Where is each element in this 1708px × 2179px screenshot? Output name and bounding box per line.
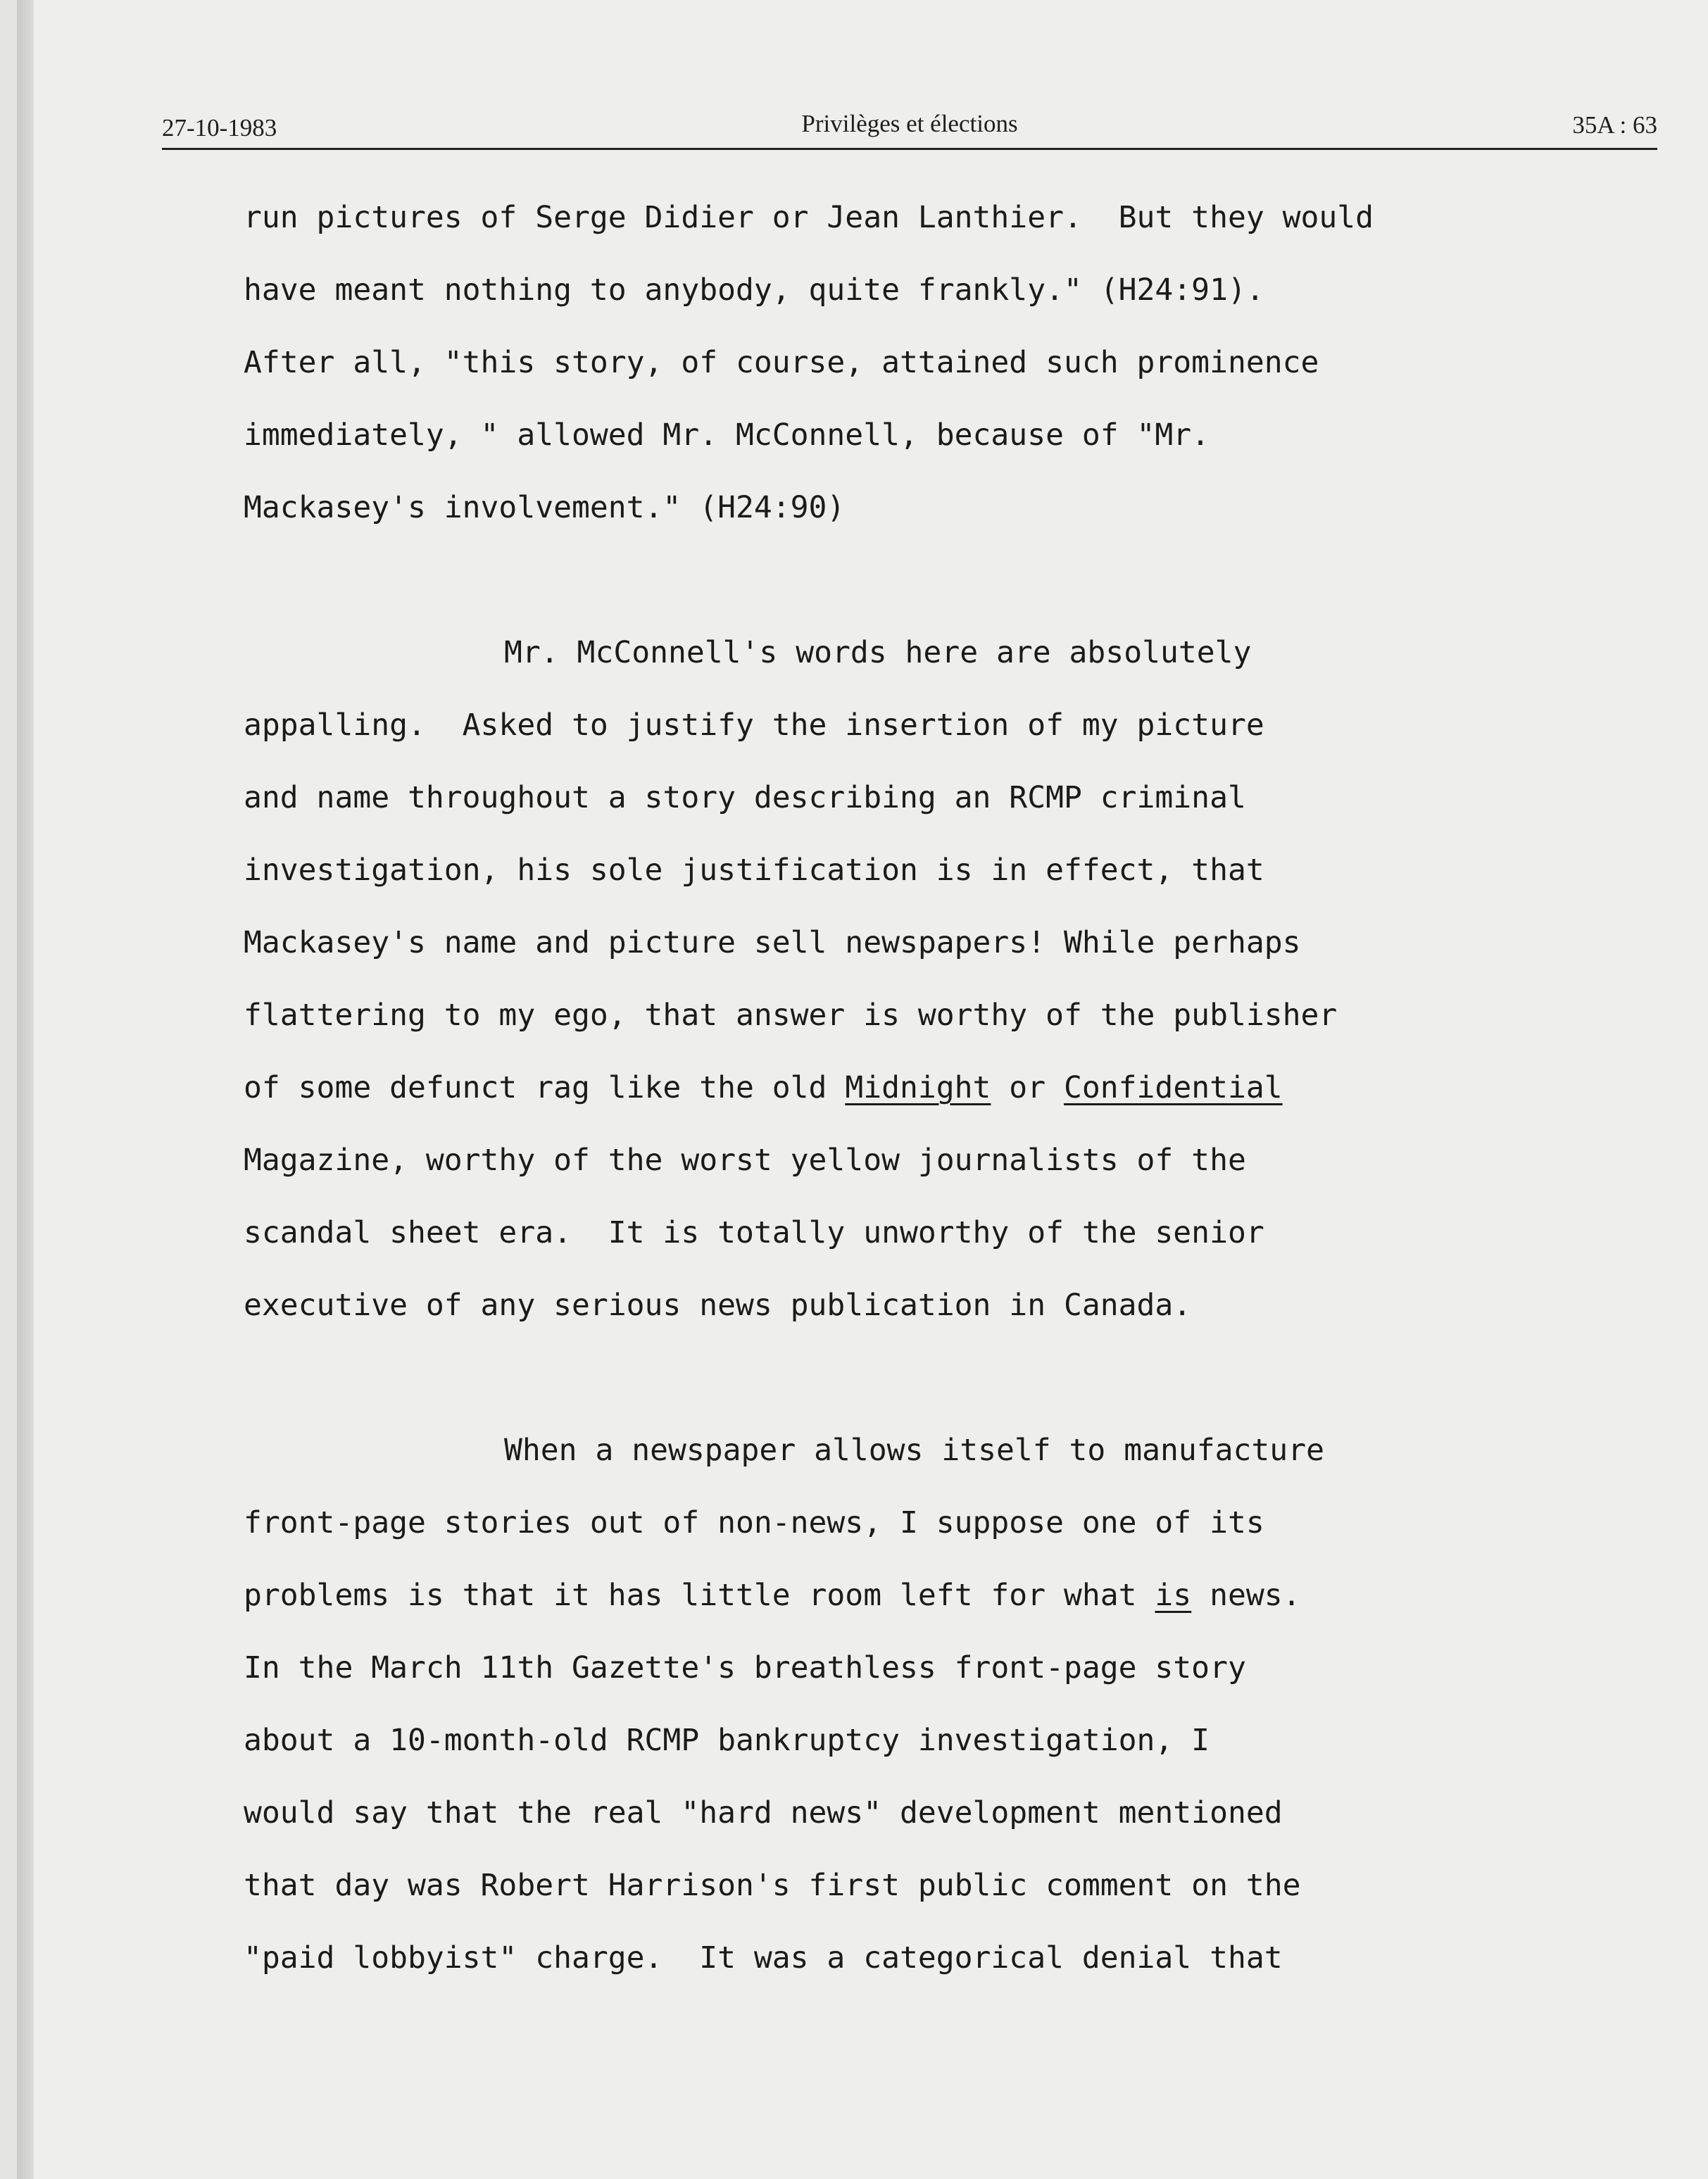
text-run: that day was Robert Harrison's first public comment on the bbox=[244, 1868, 1301, 1903]
text-run: flattering to my ego, that answer is worthy of the publisher bbox=[244, 998, 1338, 1033]
text-run: Magazine, worthy of the worst yellow journalists of the bbox=[244, 1143, 1246, 1178]
text-line bbox=[244, 1632, 1666, 1704]
text-line bbox=[244, 1197, 1666, 1269]
text-line bbox=[244, 1124, 1666, 1197]
paragraph-gap bbox=[244, 1342, 1666, 1414]
text-run: news. bbox=[1191, 1578, 1301, 1613]
text-run: Mr. McConnell's words here are absolutely bbox=[504, 635, 1252, 670]
text-line bbox=[244, 834, 1666, 907]
text-line bbox=[244, 327, 1666, 399]
text-run: appalling. Asked to justify the insertion of my picture bbox=[244, 708, 1264, 743]
text-line bbox=[244, 182, 1666, 254]
running-header bbox=[162, 106, 1657, 148]
header-title: Privilèges et élections bbox=[801, 110, 1018, 137]
text-run: immediately, " allowed Mr. McConnell, because of "Mr. bbox=[244, 417, 1210, 453]
text-run: investigation, his sole justification is in effect, that bbox=[244, 853, 1264, 888]
underlined-text: is bbox=[1155, 1578, 1192, 1613]
header-date: 27-10-1983 bbox=[162, 114, 277, 142]
paragraph bbox=[244, 182, 1666, 544]
text-line bbox=[244, 617, 1666, 689]
page-spine-shadow bbox=[17, 0, 34, 2179]
text-line bbox=[244, 399, 1666, 472]
paragraph bbox=[244, 1414, 1666, 1995]
text-line bbox=[244, 1704, 1666, 1777]
text-line bbox=[244, 1414, 1666, 1487]
text-run: about a 10-month-old RCMP bankruptcy investigation, I bbox=[244, 1723, 1210, 1758]
text-line bbox=[244, 762, 1666, 834]
text-line bbox=[244, 1922, 1666, 1995]
body-text bbox=[244, 182, 1666, 1995]
underlined-text: Confidential bbox=[1063, 1070, 1283, 1105]
text-run: problems is that it has little room left for what bbox=[244, 1578, 1155, 1613]
text-line bbox=[244, 1850, 1666, 1922]
text-line bbox=[244, 1052, 1666, 1124]
text-line bbox=[244, 1777, 1666, 1850]
text-line bbox=[244, 254, 1666, 327]
text-run: have meant nothing to anybody, quite frankly." (H24:91). bbox=[244, 272, 1264, 308]
text-run: or bbox=[991, 1070, 1064, 1105]
text-run: In the March 11th Gazette's breathless front-page story bbox=[244, 1650, 1246, 1685]
text-run: and name throughout a story describing an RCMP criminal bbox=[244, 780, 1246, 815]
text-run: of some defunct rag like the old bbox=[244, 1070, 846, 1105]
underlined-text: Midnight bbox=[845, 1070, 991, 1105]
text-line bbox=[244, 907, 1666, 979]
text-line bbox=[244, 1487, 1666, 1559]
text-line bbox=[244, 1559, 1666, 1632]
text-run: "paid lobbyist" charge. It was a categorical denial that bbox=[244, 1940, 1283, 1976]
text-run: scandal sheet era. It is totally unworthy of the senior bbox=[244, 1215, 1264, 1250]
text-run: After all, "this story, of course, attained such prominence bbox=[244, 345, 1319, 380]
text-line bbox=[244, 1269, 1666, 1342]
text-run: run pictures of Serge Didier or Jean Lanthier. But they would bbox=[244, 200, 1374, 235]
text-run: Mackasey's involvement." (H24:90) bbox=[244, 490, 846, 525]
text-run: would say that the real "hard news" development mentioned bbox=[244, 1795, 1283, 1831]
header-rule bbox=[162, 148, 1657, 150]
text-line bbox=[244, 689, 1666, 762]
text-run: executive of any serious news publication in Canada. bbox=[244, 1288, 1192, 1323]
text-run: Mackasey's name and picture sell newspapers! While perhaps bbox=[244, 925, 1301, 960]
text-run: front-page stories out of non-news, I suppose one of its bbox=[244, 1505, 1264, 1540]
text-line bbox=[244, 472, 1666, 544]
header-page-number: 35A : 63 bbox=[1572, 111, 1657, 139]
paragraph-gap bbox=[244, 544, 1666, 617]
paragraph bbox=[244, 617, 1666, 1342]
text-run: When a newspaper allows itself to manufacture bbox=[504, 1433, 1324, 1468]
text-line bbox=[244, 979, 1666, 1052]
